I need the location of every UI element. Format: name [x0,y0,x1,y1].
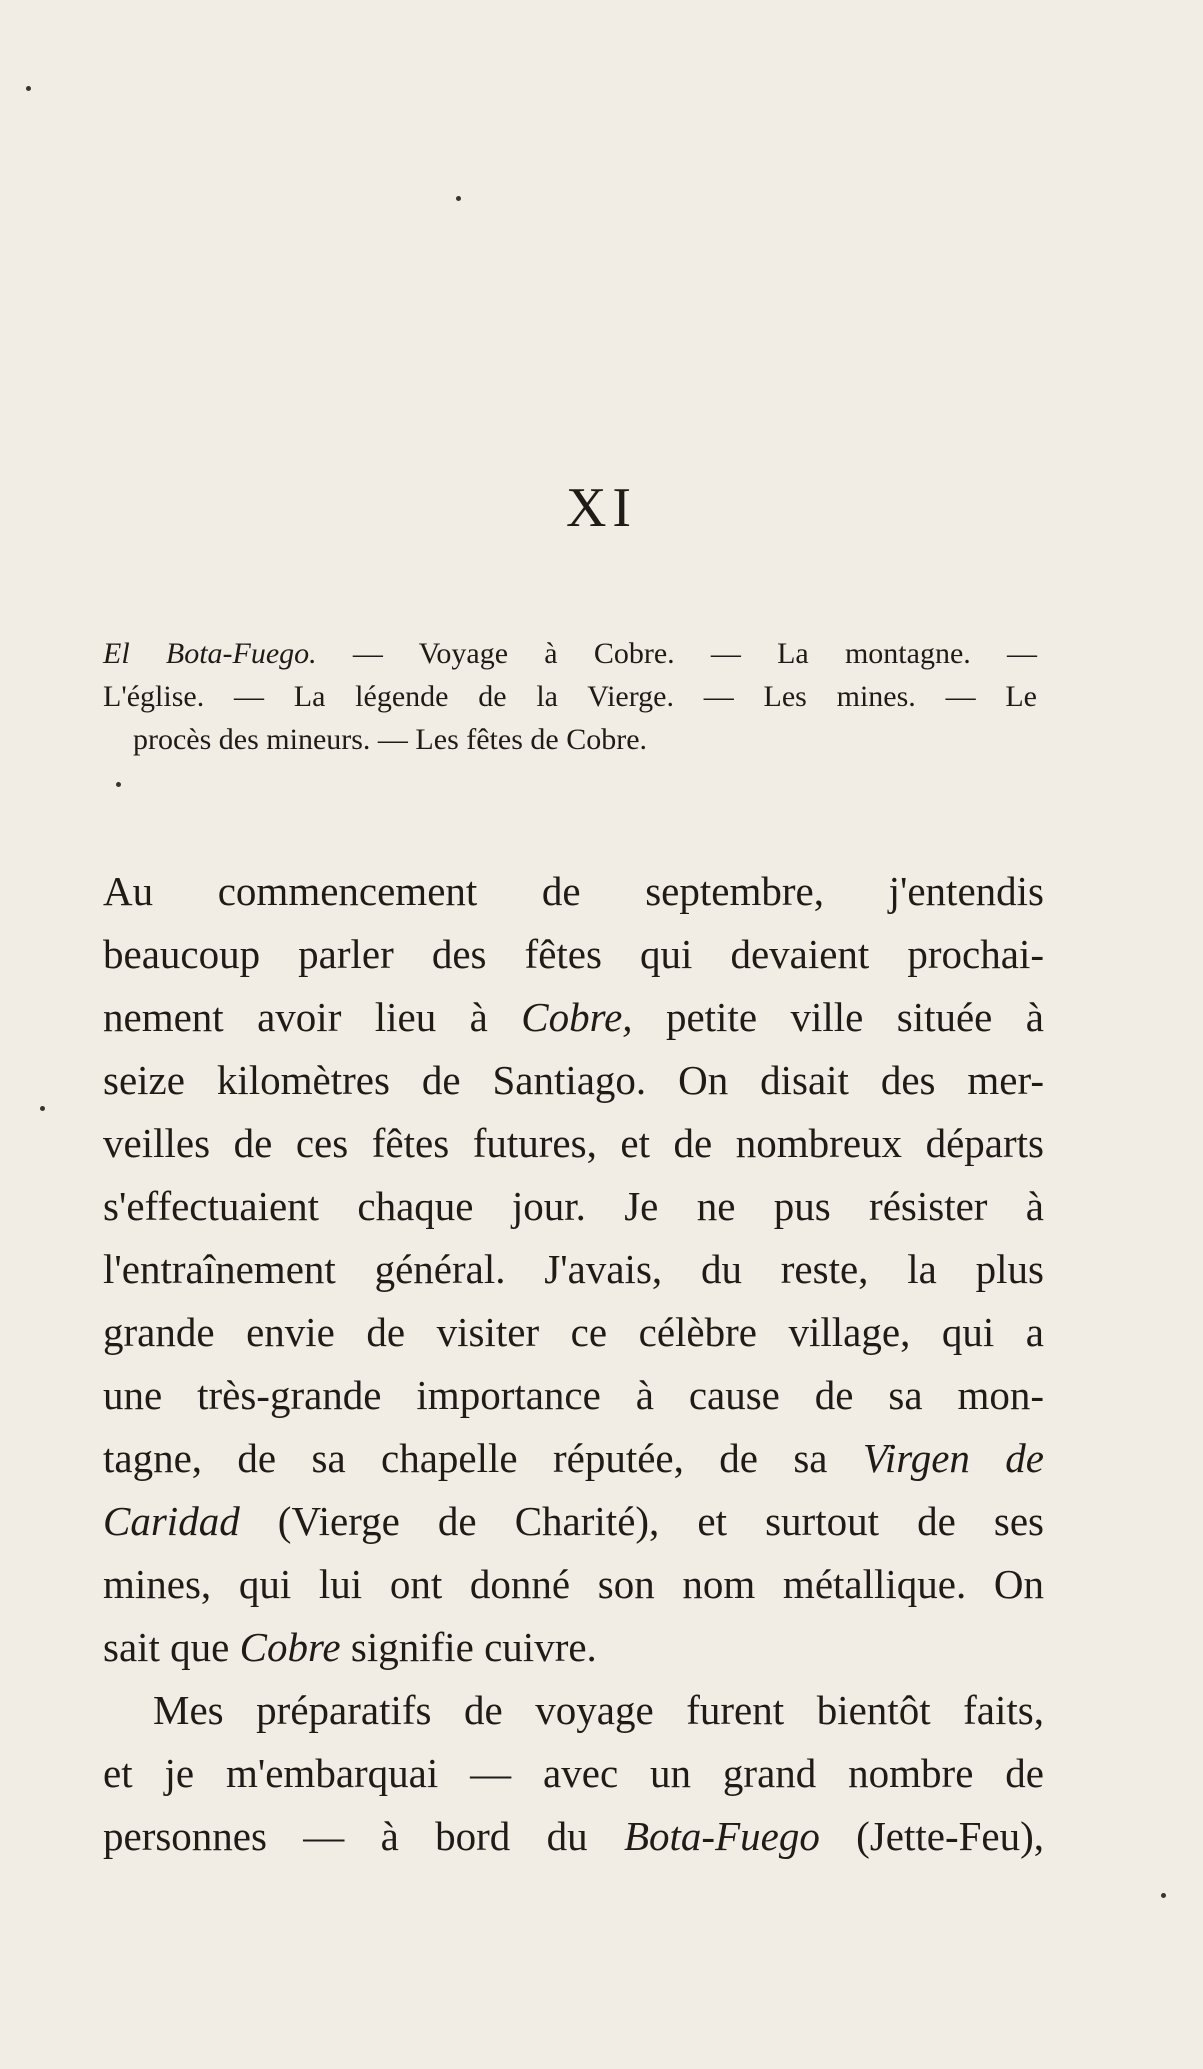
summary-line: El Bota-Fuego. — Voyage à Cobre. — La montagne. — [103,637,1037,670]
text-line: l'entraînement général. J'avais, du reste, la plus [103,1246,1044,1292]
text-line: sait que Cobre signifie cuivre. [103,1624,597,1670]
text-line: beaucoup parler des fêtes qui devaient prochai- [103,931,1044,977]
text-line: Caridad (Vierge de Charité), et surtout de ses [103,1498,1044,1544]
page-speck [26,86,31,91]
text-line: seize kilomètres de Santiago. On disait des mer- [103,1057,1044,1103]
text-line: s'effectuaient chaque jour. Je ne pus résister à [103,1183,1044,1229]
summary-line: L'église. — La légende de la Vierge. — Les mines. — Le [103,680,1037,713]
page-speck [116,782,121,787]
text-line: grande envie de visiter ce célèbre village, qui a [103,1309,1044,1355]
text-line: une très-grande importance à cause de sa mon- [103,1372,1044,1418]
text-line: personnes — à bord du Bota-Fuego (Jette-Feu), [103,1813,1045,1859]
paragraph [103,1679,1044,1868]
paragraph [103,860,1044,1679]
page-speck [40,1106,45,1111]
body-text [103,860,1044,1868]
summary-line: procès des mineurs. — Les fêtes de Cobre. [133,723,648,756]
text-line: Mes préparatifs de voyage furent bientôt faits, [153,1687,1044,1733]
text-line: mines, qui lui ont donné son nom métallique. On [103,1561,1044,1607]
chapter-number: XI [565,477,638,539]
text-line: tagne, de sa chapelle réputée, de sa Virgen de [103,1435,1044,1481]
page-speck [456,196,461,201]
chapter-summary [103,632,1037,761]
text-line: Au commencement de septembre, j'entendis [103,868,1044,914]
text-line: et je m'embarquai — avec un grand nombre de [103,1750,1044,1796]
text-line: veilles de ces fêtes futures, et de nombreux départs [103,1120,1044,1166]
page-speck [1161,1893,1166,1898]
text-line: nement avoir lieu à Cobre, petite ville située à [103,994,1044,1040]
